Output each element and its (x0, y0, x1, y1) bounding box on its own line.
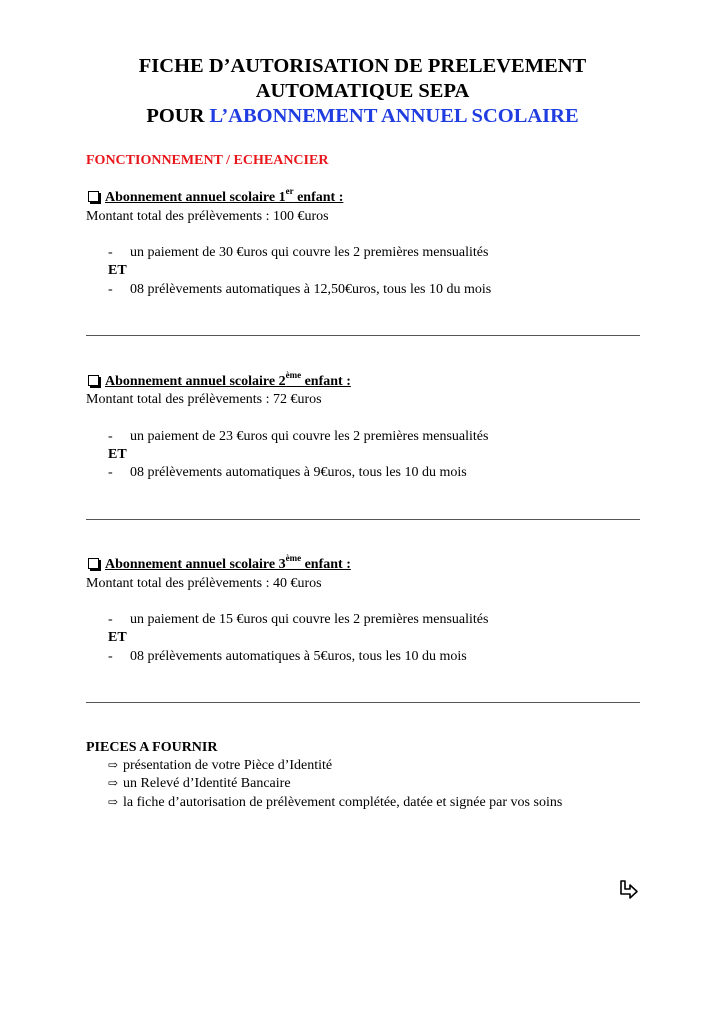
pieces-item (106, 757, 332, 774)
block-3-et: ET (108, 630, 127, 645)
block-3-total: Montant total des prélèvements : 40 €uros (86, 576, 322, 591)
block-2-levies (108, 464, 467, 481)
block-1-payment (108, 244, 488, 261)
block-3-heading (88, 553, 351, 573)
block-1-heading-end: enfant : (293, 190, 344, 205)
block-2-total: Montant total des prélèvements : 72 €uros (86, 392, 322, 407)
title-line-2: AUTOMATIQUE SEPA (255, 80, 470, 102)
divider (86, 335, 640, 336)
dash: - (108, 465, 113, 480)
pieces-item (106, 794, 562, 811)
checkbox-icon[interactable] (88, 558, 99, 569)
block-1-heading-text: Abonnement annuel scolaire 1 (105, 190, 286, 205)
block-2-payment (108, 428, 488, 445)
block-2-payment-text: un paiement de 23 €uros qui couvre les 2 premières mensualités (130, 429, 489, 444)
block-3-payment-text: un paiement de 15 €uros qui couvre les 2 premières mensualités (130, 612, 489, 627)
title-highlight: L’ABONNEMENT ANNUEL SCOLAIRE (209, 105, 579, 127)
pieces-item-text: présentation de votre Pièce d’Identité (123, 758, 333, 773)
turn-down-right-arrow-icon (617, 879, 639, 901)
block-1-et: ET (108, 263, 127, 278)
right-arrow-icon: ⇨ (107, 795, 119, 809)
block-1-levies (108, 281, 491, 298)
block-1-levies-text: 08 prélèvements automatiques à 12,50€uros, tous les 10 du mois (130, 282, 492, 297)
block-2-heading-text: Abonnement annuel scolaire 2 (105, 374, 286, 389)
block-1-total: Montant total des prélèvements : 100 €uros (86, 209, 329, 224)
block-1-payment-text: un paiement de 30 €uros qui couvre les 2 premières mensualités (130, 245, 489, 260)
block-3-payment (108, 611, 488, 628)
block-2-heading-end: enfant : (301, 374, 351, 389)
pieces-item-text: un Relevé d’Identité Bancaire (123, 776, 291, 791)
title-line-1: FICHE D’AUTORISATION DE PRELEVEMENT (138, 55, 587, 77)
divider (86, 702, 640, 703)
block-2-heading-sup: ème (285, 370, 302, 381)
block-3-heading-end: enfant : (301, 557, 351, 572)
dash: - (108, 612, 113, 627)
dash: - (108, 649, 113, 664)
pieces-heading: PIECES A FOURNIR (86, 740, 218, 755)
dash: - (108, 282, 113, 297)
block-1-heading-sup: er (285, 186, 294, 197)
block-3-heading-text: Abonnement annuel scolaire 3 (105, 557, 286, 572)
pieces-item (106, 775, 291, 792)
right-arrow-icon: ⇨ (107, 776, 119, 790)
title-line-3 (0, 104, 725, 128)
right-arrow-icon: ⇨ (107, 758, 119, 772)
block-1-heading (88, 186, 344, 206)
pieces-item-text: la fiche d’autorisation de prélèvement complétée, datée et signée par vos soins (123, 795, 563, 810)
block-2-et: ET (108, 447, 127, 462)
divider (86, 519, 640, 520)
dash: - (108, 429, 113, 444)
block-3-heading-sup: ème (285, 553, 302, 564)
title-prefix: POUR (146, 105, 210, 127)
block-2-heading (88, 370, 351, 390)
block-3-levies (108, 648, 467, 665)
block-2-levies-text: 08 prélèvements automatiques à 9€uros, tous les 10 du mois (130, 465, 467, 480)
checkbox-icon[interactable] (88, 375, 99, 386)
block-3-levies-text: 08 prélèvements automatiques à 5€uros, tous les 10 du mois (130, 649, 467, 664)
dash: - (108, 245, 113, 260)
checkbox-icon[interactable] (88, 191, 99, 202)
section-heading: FONCTIONNEMENT / ECHEANCIER (86, 153, 329, 168)
